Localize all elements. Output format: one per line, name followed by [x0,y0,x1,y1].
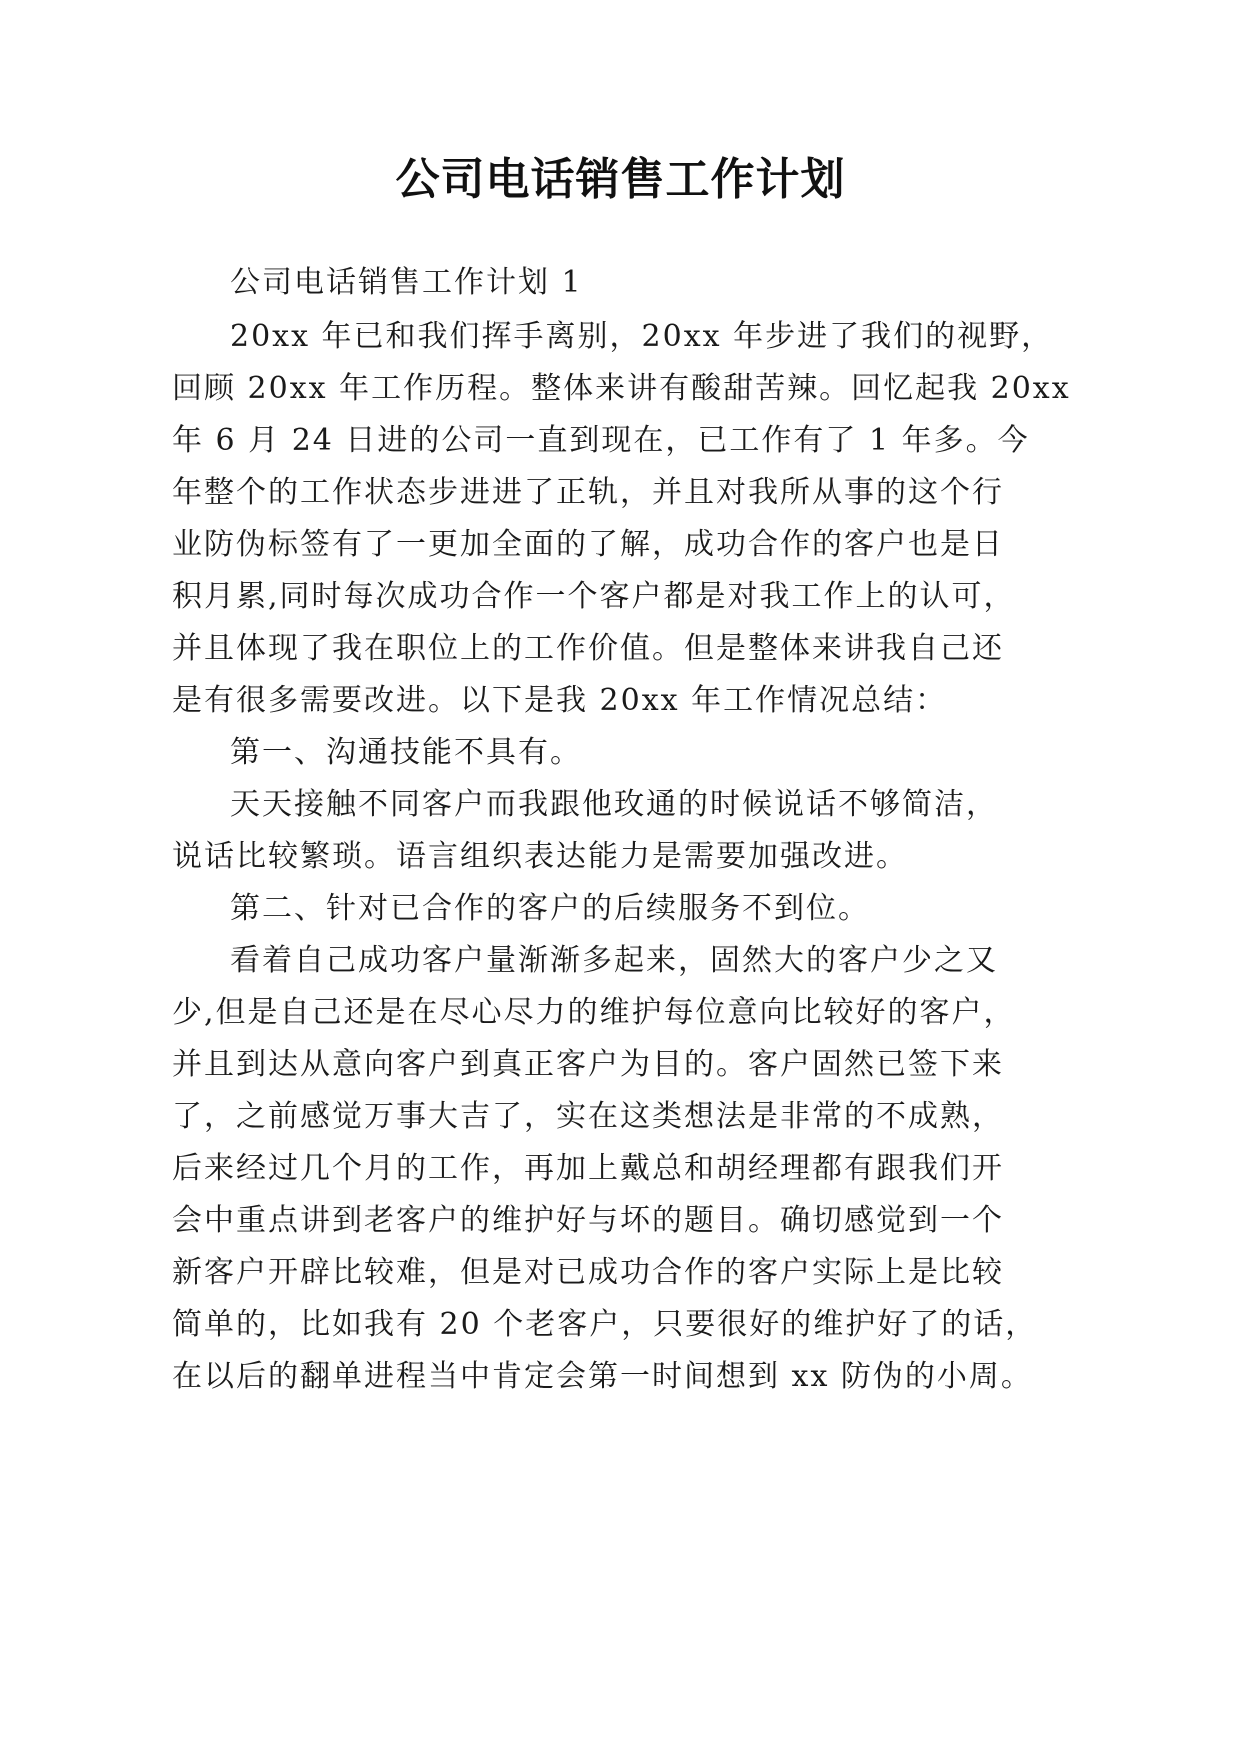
text-line: 新客户开辟比较难，但是对已成功合作的客户实际上是比较 [172,1255,1004,1290]
section-heading: 第一、沟通技能不具有。 [230,735,582,770]
text-line: 看着自己成功客户量渐渐多起来，固然大的客户少之又 [230,943,998,978]
text-line: 年 6 月 24 日进的公司一直到现在，已工作有了 1 年多。今 [172,423,1030,458]
text-line: 年整个的工作状态步进进了正轨，并且对我所从事的这个行 [172,475,1004,510]
text-line: 天天接触不同客户而我跟他玫通的时候说话不够简洁， [230,787,998,822]
text-line: 回顾 20xx 年工作历程。整体来讲有酸甜苦辣。回忆起我 20xx [172,371,1071,406]
text-line: 后来经过几个月的工作，再加上戴总和胡经理都有跟我们开 [172,1151,1004,1186]
text-line: 是有很多需要改进。以下是我 20xx 年工作情况总结： [172,683,948,718]
text-line: 业防伪标签有了一更加全面的了解，成功合作的客户也是日 [172,527,1004,562]
text-line: 20xx 年已和我们挥手离别，20xx 年步进了我们的视野， [230,319,1054,354]
paragraph-heading: 公司电话销售工作计划 1 [230,265,583,300]
text-line: 积月累,同时每次成功合作一个客户都是对我工作上的认可， [172,579,1016,614]
text-line: 说话比较繁琐。语言组织表达能力是需要加强改进。 [172,839,908,874]
text-line: 在以后的翻单进程当中肯定会第一时间想到 xx 防伪的小周。 [172,1359,1033,1394]
document-title: 公司电话销售工作计划 [395,154,846,205]
text-line: 了，之前感觉万事大吉了，实在这类想法是非常的不成熟， [172,1099,1004,1134]
text-line: 并且体现了我在职位上的工作价值。但是整体来讲我自己还 [172,631,1004,666]
section-heading: 第二、针对已合作的客户的后续服务不到位。 [230,891,870,926]
text-line: 会中重点讲到老客户的维护好与坏的题目。确切感觉到一个 [172,1203,1004,1238]
text-line: 少,但是自己还是在尽心尽力的维护每位意向比较好的客户， [172,995,1016,1030]
text-line: 简单的，比如我有 20 个老客户，只要很好的维护好了的话， [172,1307,1038,1342]
text-line: 并且到达从意向客户到真正客户为目的。客户固然已签下来 [172,1047,1004,1082]
